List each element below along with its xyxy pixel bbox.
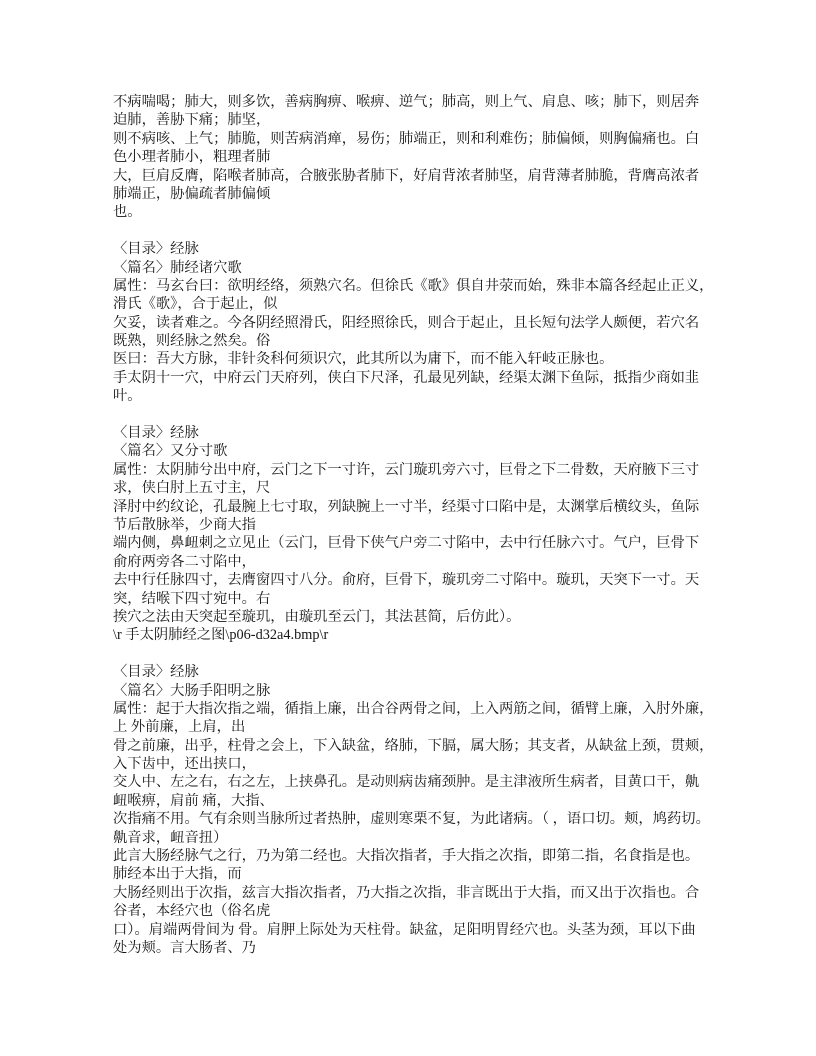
blank-line (113, 222, 733, 240)
text-line: 谷者，本经穴也（俗名虎 (113, 903, 271, 920)
text-line: 骨之前廉，出乎，柱骨之会上，下入缺盆，络肺，下膈，属大肠；其支者，从缺盆上颈，贯颊， (113, 737, 714, 754)
text-line: 滑氏《歌》，合于起止，似 (113, 296, 278, 313)
text-line: 衄喉痹，肩前 痛，大指、 (113, 792, 274, 809)
text-line: 口）。肩端两骨间为 骨。肩胛上际处为天柱骨。缺盆，足阳明胃经穴也。头茎为颈，耳以下曲 (113, 921, 696, 938)
text-line: 属性：太阴肺兮出中府，云门之下一寸许，云门璇玑旁六寸，巨骨之下二骨数，天府腋下三寸 (113, 461, 700, 478)
text-line: 叶。 (113, 388, 142, 405)
text-line: 大肠经则出于次指，兹言大指次指者，乃大指之次指，非言既出于大指，而又出于次指也。合 (113, 884, 700, 901)
text-line: 欠妥，读者难之。今各阴经照滑氏，阳经照徐氏，则合于起止，且长短句法学人颇便，若穴名 (113, 314, 700, 331)
text-line: 属性：起于大指次指之端，循指上廉，出合谷两骨之间，上入两筋之间，循臂上廉，入肘外廉， (113, 700, 714, 717)
text-line: 突，结喉下四寸宛中。右 (113, 590, 271, 607)
text-line: 则不病咳、上气；肺脆，则苦病消瘅，易伤；肺端正，则和利难伤；肺偏倾，则胸偏痛也。白 (113, 130, 700, 147)
text-line: 色小理者肺小，粗理者肺 (113, 149, 271, 166)
text-line: 肺经本出于大指，而 (113, 866, 242, 883)
text-line: 〈目录〉经脉 (113, 664, 199, 681)
text-content (113, 93, 733, 957)
text-line: 〈篇名〉肺经诸穴歌 (113, 259, 242, 276)
text-line: 〈篇名〉又分寸歌 (113, 443, 228, 460)
text-line: 求，侠白肘上五寸主，尺 (113, 480, 271, 497)
text-line: 泽肘中约纹论，孔最腕上七寸取，列缺腕上一寸半，经渠寸口陷中是，太渊掌后横纹头，鱼际 (113, 498, 700, 515)
text-line: 迫肺，善胁下痛；肺坚， (113, 112, 271, 129)
text-line: 医曰：吾大方脉，非针灸科何须识穴，此其所以为庸下，而不能入轩岐正脉也。 (113, 351, 614, 368)
text-line: 次指痛不用。气有余则当脉所过者热肿，虚则寒栗不复，为此诸病。（ ，语口切。颊，鸠药切。 (113, 811, 710, 828)
text-line: 肺端正，胁偏疏者肺偏倾 (113, 185, 271, 202)
text-line: 处为颊。言大肠者、乃 (113, 939, 256, 956)
text-line: 去中行任脉四寸，去膺窗四寸八分。俞府，巨骨下，璇玑旁二寸陷中。璇玑，天突下一寸。天 (113, 572, 700, 589)
text-line: 上 外前廉，上肩，出 (113, 719, 246, 736)
text-line: 鼽音求，衄音扭） (113, 829, 228, 846)
text-line: \r 手太阴肺经之图\p06-d32a4.bmp\r (113, 627, 329, 644)
blank-line (113, 645, 733, 663)
blank-line (113, 406, 733, 424)
text-line: 既熟，则经脉之然矣。俗 (113, 333, 271, 350)
text-line: 交人中、左之右，右之左，上挟鼻孔。是动则病齿痛颈肿。是主津液所生病者，目黄口干，鼽 (113, 774, 700, 791)
text-line: 俞府两旁各二寸陷中， (113, 553, 256, 570)
text-line: 大，巨肩反膺，陷喉者肺高，合腋张胁者肺下，好肩背浓者肺坚，肩背薄者肺脆，背膺高浓者 (113, 167, 700, 184)
text-line: 手太阴十一穴，中府云门天府列，侠白下尺泽，孔最见列缺，经渠太渊下鱼际，抵指少商如韭 (113, 369, 700, 386)
text-line: 〈篇名〉大肠手阳明之脉 (113, 682, 271, 699)
text-line: 属性：马玄台曰：欲明经络，须熟穴名。但徐氏《歌》俱自井荥而始，殊非本篇各经起止正义， (113, 277, 714, 294)
text-line: 挨穴之法由天突起至璇玑，由璇玑至云门，其法甚简，后仿此）。 (113, 608, 521, 625)
text-line: 节后散脉举，少商大指 (113, 516, 256, 533)
text-line: 〈目录〉经脉 (113, 241, 199, 258)
text-line: 不病喘喝；肺大，则多饮，善病胸痹、喉痹、逆气；肺高，则上气、肩息、咳；肺下，则居奔 (113, 94, 700, 110)
text-line: 端内侧，鼻衄刺之立见止（云门，巨骨下侠气户旁二寸陷中，去中行任脉六寸。气户，巨骨下 (113, 535, 700, 552)
text-line: 也。 (113, 204, 142, 221)
text-line: 此言大肠经脉气之行，乃为第二经也。大指次指者，手大指之次指，即第二指，名食指是也。 (113, 848, 700, 865)
text-line: 〈目录〉经脉 (113, 425, 199, 442)
text-line: 入下齿中，还出挟口， (113, 756, 256, 773)
